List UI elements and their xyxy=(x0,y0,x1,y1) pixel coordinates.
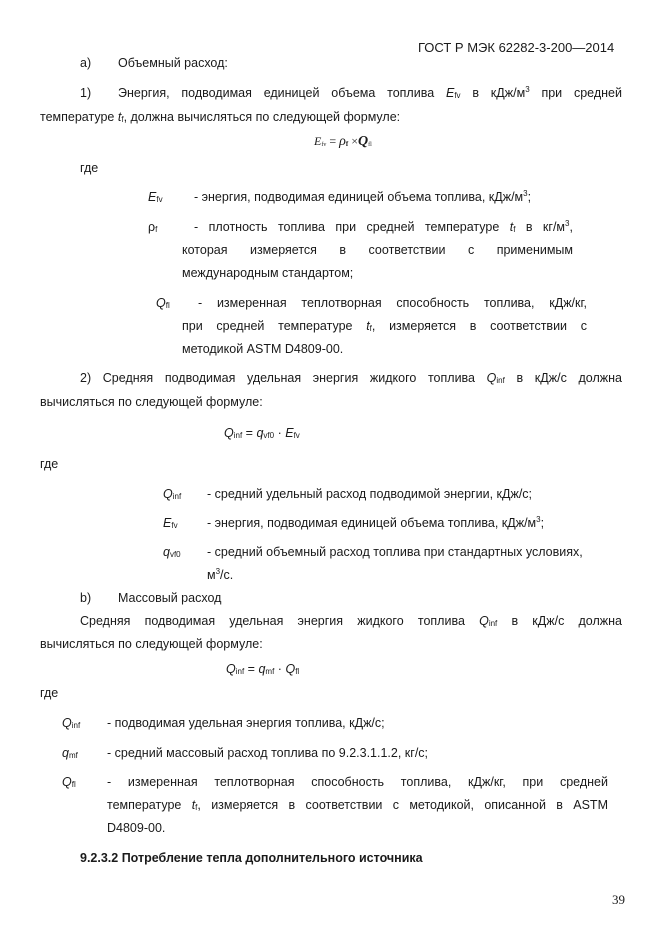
def6-line1: - средний объемный расход топлива при стандартных условиях, xyxy=(207,545,583,559)
item2-line2: вычисляться по следующей формуле: xyxy=(40,395,263,409)
document-standard-header: ГОСТ Р МЭК 62282-3-200—2014 xyxy=(418,40,615,55)
def5-text: - энергия, подводимая единицей объема топлива, кДж/м xyxy=(207,516,537,530)
def3-t: t xyxy=(366,319,370,333)
def8-text: - средний массовый расход топлива по 9.2.3.1.1.2, кг/с; xyxy=(107,746,429,760)
def3-line2b: , измеряется в соответствии с xyxy=(371,319,587,333)
def1-description xyxy=(194,190,531,204)
def4-symbol-letter: Q xyxy=(163,487,173,501)
section-b-line1 xyxy=(80,614,622,628)
def1-tail: ; xyxy=(527,190,532,204)
formula2-E-sub: fv xyxy=(293,431,300,440)
def8-symbol-letter: q xyxy=(62,746,69,760)
def6-line2 xyxy=(207,568,233,582)
formula-average-energy-mass xyxy=(226,662,299,676)
def3-line1: - измеренная теплотворная способность топлива, кДж/кг, xyxy=(198,296,587,310)
formula2-Q-sub: inf xyxy=(233,431,243,440)
item2-line1-text: Средняя подводимая удельная энергия жидкого топлива xyxy=(102,371,476,385)
def5-sup: 3 xyxy=(536,515,541,524)
def3-t-sub: f xyxy=(369,324,372,333)
item1-unit-text: в кДж/м xyxy=(472,86,526,100)
def9-line2b: , измеряется в соответствии с методикой, описанной в ASTM xyxy=(197,798,608,812)
def1-symbol xyxy=(148,190,163,204)
item1-sub-fv: fv xyxy=(454,91,461,100)
def2-sup: 3 xyxy=(565,219,570,228)
formula3-Q2: Q xyxy=(285,662,296,676)
def6-symbol-sub: vf0 xyxy=(169,550,181,559)
page-number: 39 xyxy=(612,892,625,907)
section-b-symbol-Q: Q xyxy=(479,614,489,628)
item1-number: 1) xyxy=(80,86,92,100)
def4-symbol-sub: inf xyxy=(172,492,182,501)
formula2-q: q xyxy=(256,426,264,440)
item2-line1-end: в кДж/с должна xyxy=(516,371,622,385)
formula2-eq: = xyxy=(245,426,253,440)
def9-symbol-letter: Q xyxy=(62,775,72,789)
formula1-Q: Q xyxy=(357,134,369,149)
item1-sub-f: f xyxy=(121,115,124,124)
def4-symbol xyxy=(163,487,181,501)
def2-t: t xyxy=(509,220,514,234)
def9-line1: - измеренная теплотворная способность топлива, кДж/кг, при средней xyxy=(107,775,608,789)
formula3-q: q xyxy=(258,662,266,676)
def6-sup: 3 xyxy=(215,567,221,576)
formula3-Q2-sub: fl xyxy=(295,667,300,676)
def5-symbol-sub: fv xyxy=(171,521,178,530)
def3-symbol-sub: fl xyxy=(165,301,170,310)
def2-tail: , xyxy=(569,220,573,234)
def9-line2 xyxy=(107,798,608,812)
formula3-Q-sub: inf xyxy=(235,667,245,676)
def2-unit: в кг/м xyxy=(525,220,566,234)
def3-symbol xyxy=(156,296,170,310)
section-a-marker: а) xyxy=(80,56,92,70)
def3-line2a: при средней температуре xyxy=(182,319,353,333)
section-b-line2: вычисляться по следующей формуле: xyxy=(40,637,263,651)
item2-number: 2) xyxy=(80,371,92,385)
def3-symbol-letter: Q xyxy=(156,296,166,310)
def2-line3: международным стандартом; xyxy=(182,266,354,280)
item1-line1 xyxy=(118,86,622,100)
formula2-dot: · xyxy=(277,426,282,440)
section-b-line1-end: в кДж/с должна xyxy=(511,614,622,628)
def2-line2: которая измеряется в соответствии с применимым xyxy=(182,243,573,257)
item1-sup-3: 3 xyxy=(525,85,530,94)
formula2-q-sub: vf0 xyxy=(263,431,275,440)
section-b-title: Массовый расход xyxy=(118,591,222,605)
def4-text: - средний удельный расход подводимой энергии, кДж/с; xyxy=(207,487,533,501)
def9-line3: D4809-00. xyxy=(107,821,166,835)
formula1-Q-sub: fl xyxy=(368,142,372,148)
def2-t-sub: f xyxy=(513,225,516,234)
formula3-q-sub: mf xyxy=(265,667,275,676)
item1-line1-text: Энергия, подводимая единицей объема топлива xyxy=(118,86,435,100)
def6-symbol xyxy=(163,545,181,559)
formula2-E: E xyxy=(285,426,294,440)
def2-symbol-letter: ρ xyxy=(148,220,156,234)
section-b-sub-inf: inf xyxy=(488,619,498,628)
def9-t: t xyxy=(191,798,196,812)
def9-symbol xyxy=(62,775,76,789)
item1-line1-end: при средней xyxy=(541,86,622,100)
formula-average-energy-volume xyxy=(224,426,300,440)
subsection-heading: 9.2.3.2 Потребление тепла дополнительного источника xyxy=(80,851,423,865)
def6-unit-end: /с. xyxy=(220,568,234,582)
def6-unit: м xyxy=(207,568,216,582)
formula1-times: × xyxy=(351,134,358,148)
formula1-rho-sub: f xyxy=(345,140,349,148)
item1-line2-end: , должна вычисляться по следующей формуле: xyxy=(123,110,401,124)
formula2-Q: Q xyxy=(224,426,234,440)
where-label-2: где xyxy=(40,457,59,471)
where-label-1: где xyxy=(80,161,99,175)
def7-text: - подводимая удельная энергия топлива, кДж/с; xyxy=(107,716,385,730)
section-b-line1-text: Средняя подводимая удельная энергия жидкого топлива xyxy=(80,614,465,628)
def5-symbol-letter: E xyxy=(163,516,172,530)
def1-sup: 3 xyxy=(523,189,528,198)
def2-symbol-sub: f xyxy=(155,225,158,234)
def2-line1-text: - плотность топлива при средней температуре xyxy=(194,220,500,234)
def6-symbol-letter: q xyxy=(163,545,170,559)
def8-symbol xyxy=(62,746,78,760)
def1-symbol-sub: fv xyxy=(156,195,163,204)
item1-line2 xyxy=(40,110,400,124)
def5-description xyxy=(207,516,544,530)
def1-text: - энергия, подводимая единицей объема топлива, кДж/м xyxy=(194,190,524,204)
formula3-eq: = xyxy=(247,662,255,676)
def2-symbol xyxy=(148,220,157,234)
item2-symbol-Q: Q xyxy=(486,371,497,385)
def9-symbol-sub: fl xyxy=(71,780,76,789)
def8-symbol-sub: mf xyxy=(68,751,78,760)
def3-line3: методикой ASTM D4809-00. xyxy=(182,342,344,356)
def7-symbol xyxy=(62,716,80,730)
section-a-title: Объемный расход: xyxy=(118,56,228,70)
section-b-marker: b) xyxy=(80,591,92,605)
def2-line1 xyxy=(194,220,573,234)
item1-symbol-t: t xyxy=(117,110,122,124)
item1-symbol-E: E xyxy=(445,86,455,100)
def9-t-sub: f xyxy=(195,803,198,812)
def3-line2 xyxy=(182,319,587,333)
def5-symbol xyxy=(163,516,178,530)
formula1-lhs: E xyxy=(314,134,322,148)
formula3-Q: Q xyxy=(226,662,236,676)
formula3-dot: · xyxy=(277,662,282,676)
item2-line1 xyxy=(80,371,622,385)
def5-tail: ; xyxy=(540,516,545,530)
formula1-lhs-sub: fv xyxy=(321,142,327,148)
item2-sub-inf: inf xyxy=(496,376,505,385)
item1-line2-text: температуре xyxy=(40,110,115,124)
where-label-3: где xyxy=(40,686,59,700)
def7-symbol-letter: Q xyxy=(62,716,72,730)
formula1-rho: ρ xyxy=(339,134,346,149)
formula1-eq: = xyxy=(329,134,337,148)
def1-symbol-letter: E xyxy=(148,190,157,204)
formula-energy-volume xyxy=(314,134,372,150)
def9-line2a: температуре xyxy=(107,798,182,812)
def7-symbol-sub: inf xyxy=(71,721,81,730)
